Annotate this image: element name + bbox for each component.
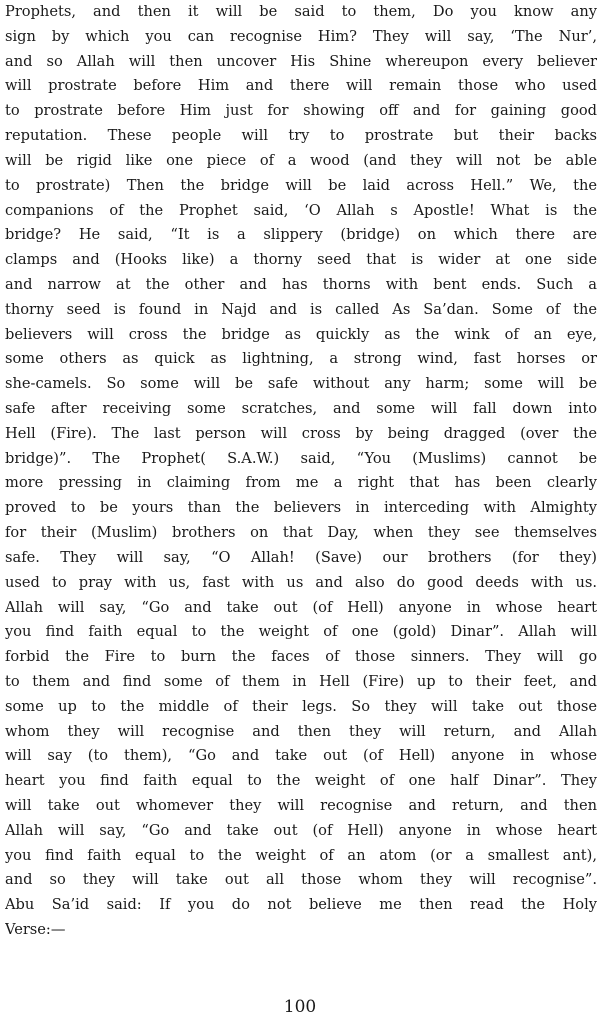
text-line: Prophets, and then it will be said to them, Do you know any <box>5 3 597 20</box>
text-line: thorny seed is found in Najd and is called As Sa’dan. Some of the <box>5 300 597 318</box>
text-line: heart you find faith equal to the weight of one half Dinar”. They <box>5 772 597 790</box>
text-line: and so they will take out all those whom they will recognise”. <box>5 871 597 889</box>
text-line: and so Allah will then uncover His Shine whereupon every believer <box>5 52 597 70</box>
text-line: safe. They will say, “O Allah! (Save) our brothers (for they) <box>5 548 597 566</box>
text-line: proved to be yours than the believers in interceding with Almighty <box>5 499 597 517</box>
text-line: for their (Muslim) brothers on that Day, when they see themselves <box>5 524 597 542</box>
text-line: will take out whomever they will recognise and return, and then <box>5 797 597 814</box>
text-line: to them and find some of them in Hell (Fire) up to their feet, and <box>5 672 597 690</box>
text-line: believers will cross the bridge as quickly as the wink of an eye, <box>5 325 597 343</box>
body-text <box>5 0 597 943</box>
page-number: 100 <box>283 997 317 1017</box>
text-line: more pressing in claiming from me a right that has been clearly <box>5 474 597 492</box>
text-line: companions of the Prophet said, ‘O Allah s Apostle! What is the <box>5 201 597 219</box>
text-line: will prostrate before Him and there will remain those who used <box>5 77 597 95</box>
text-line: Abu Sa’id said: If you do not believe me then read the Holy <box>5 896 597 914</box>
text-line: whom they will recognise and then they will return, and Allah <box>5 722 597 740</box>
text-line: some others as quick as lightning, a strong wind, fast horses or <box>5 350 597 368</box>
text-line: you find faith equal to the weight of an atom (or a smallest ant), <box>5 846 597 864</box>
text-line: to prostrate) Then the bridge will be laid across Hell.” We, the <box>5 176 597 194</box>
text-line: safe after receiving some scratches, and some will fall down into <box>5 400 597 417</box>
text-line: Hell (Fire). The last person will cross by being dragged (over the <box>5 424 597 442</box>
text-line: used to pray with us, fast with us and also do good deeds with us. <box>5 573 597 591</box>
text-line: Allah will say, “Go and take out (of Hell) anyone in whose heart <box>5 821 597 839</box>
text-line: to prostrate before Him just for showing off and for gaining good <box>5 102 597 120</box>
text-line: some up to the middle of their legs. So they will take out those <box>5 697 597 715</box>
text-line: bridge)”. The Prophet( S.A.W.) said, “You (Muslims) cannot be <box>5 449 597 467</box>
text-line: will be rigid like one piece of a wood (and they will not be able <box>5 151 597 169</box>
text-line: reputation. These people will try to prostrate but their backs <box>5 127 597 145</box>
text-line: sign by which you can recognise Him? They will say, ‘The Nur’, <box>5 27 597 45</box>
text-line: she-camels. So some will be safe without any harm; some will be <box>5 375 597 393</box>
text-line: clamps and (Hooks like) a thorny seed that is wider at one side <box>5 251 597 269</box>
text-line: will say (to them), “Go and take out (of Hell) anyone in whose <box>5 747 597 765</box>
text-line: and narrow at the other and has thorns with bent ends. Such a <box>5 275 597 293</box>
text-line: forbid the Fire to burn the faces of those sinners. They will go <box>5 648 597 666</box>
text-line: you find faith equal to the weight of one (gold) Dinar”. Allah will <box>5 623 597 641</box>
text-line: bridge? He said, “It is a slippery (bridge) on which there are <box>5 226 597 244</box>
text-line: Allah will say, “Go and take out (of Hell) anyone in whose heart <box>5 598 597 616</box>
text-line: Verse:— <box>5 921 66 939</box>
